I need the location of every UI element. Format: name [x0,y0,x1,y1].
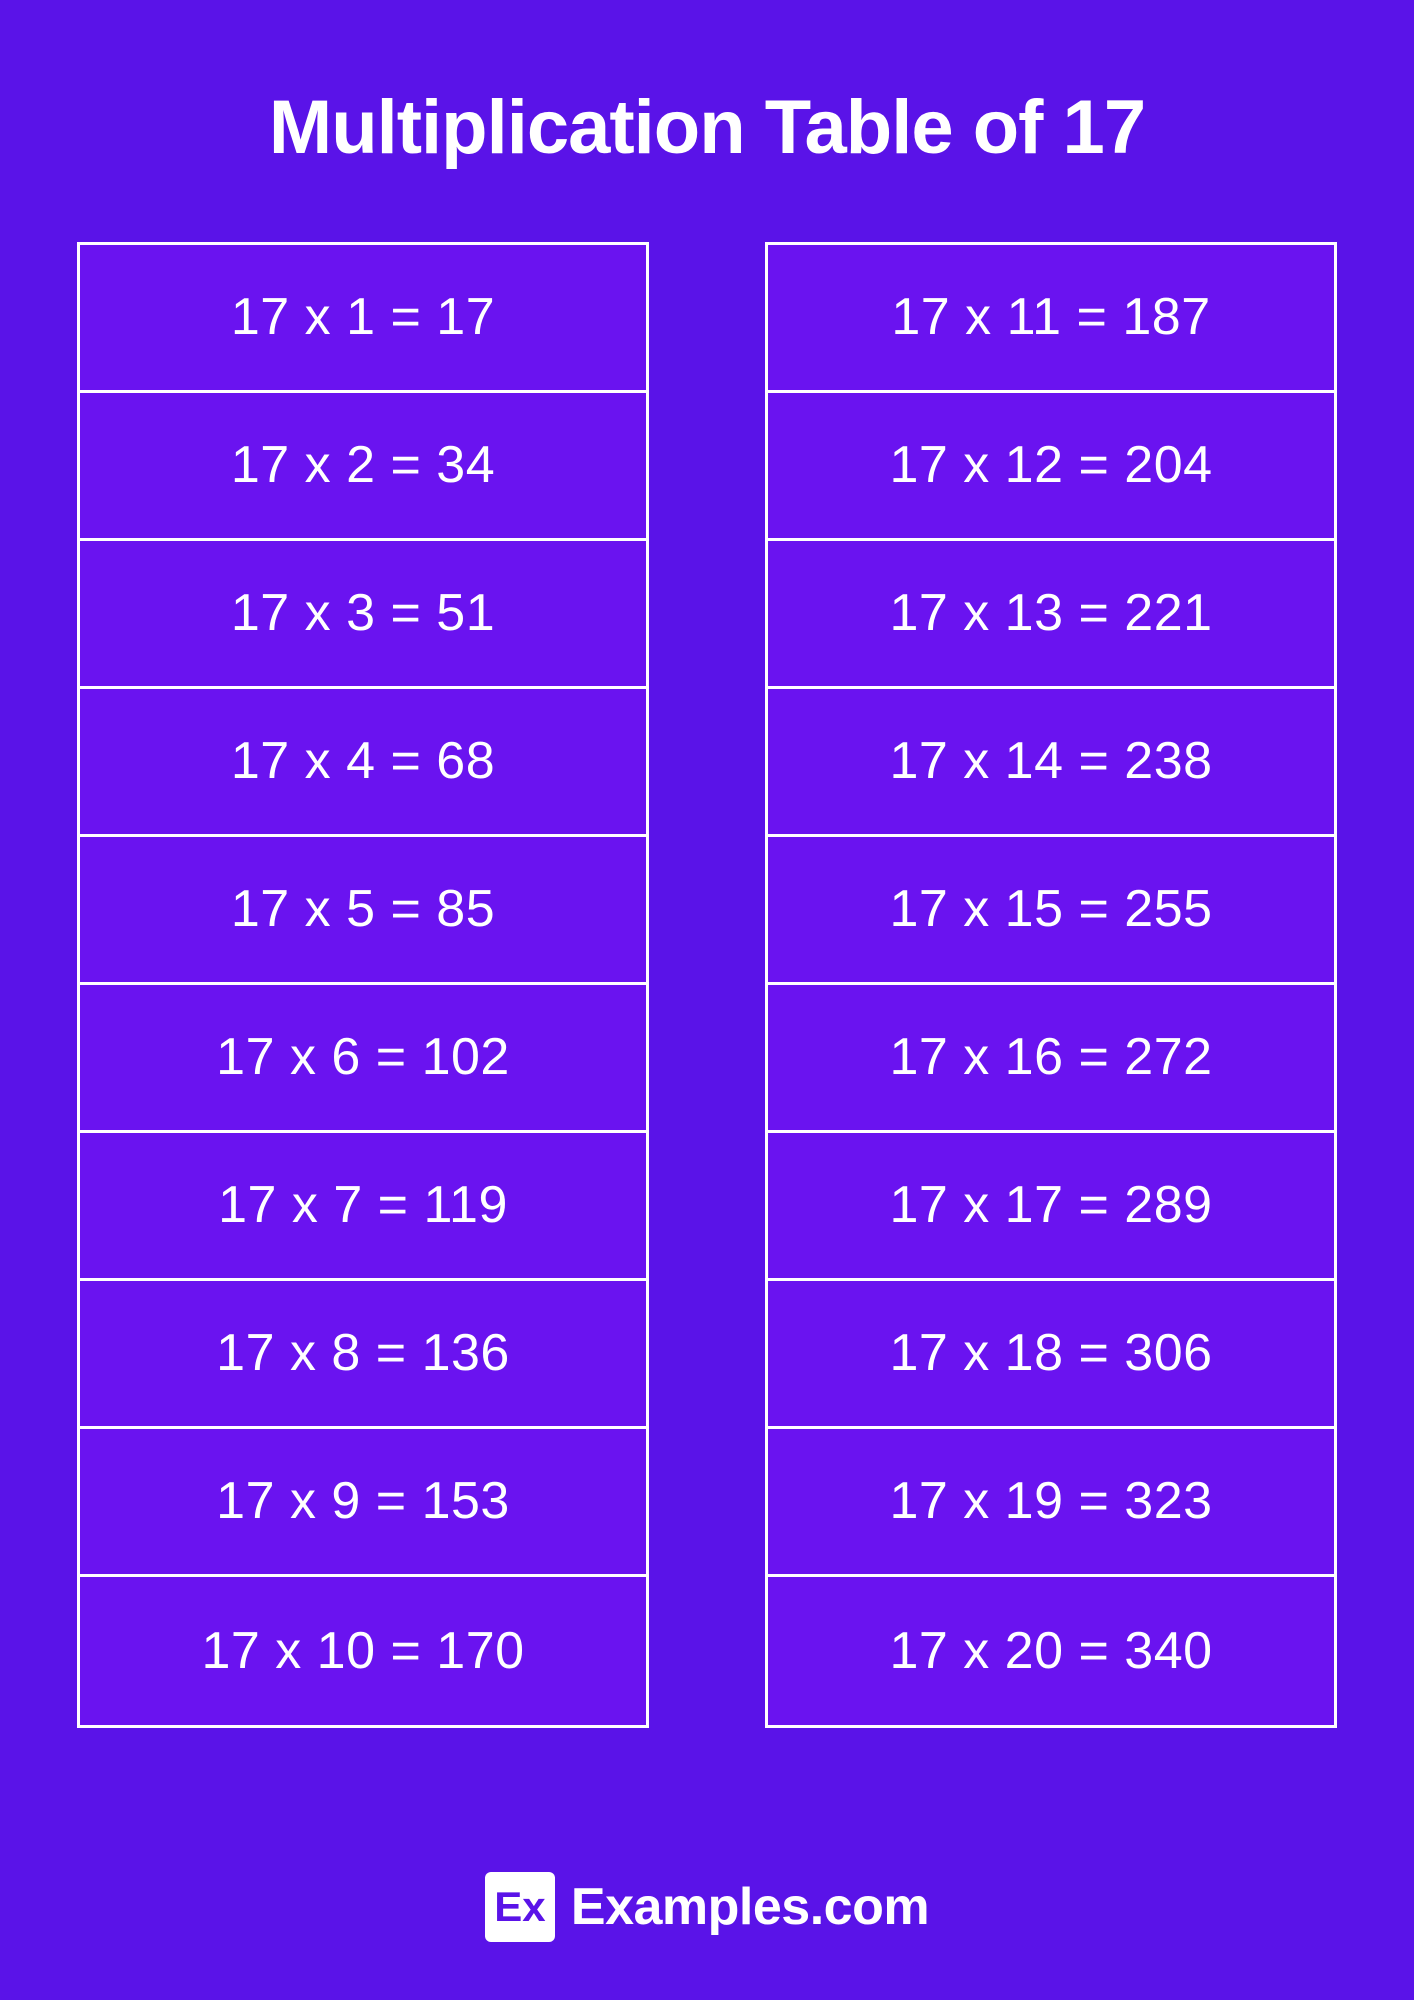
table-row [768,1429,1334,1577]
table-row [80,245,646,393]
table-cell-text: 17 x 7 = 119 [218,1176,508,1235]
table-cell-text: 17 x 15 = 255 [889,880,1213,939]
table-row [80,1429,646,1577]
table-cell-text: 17 x 16 = 272 [889,1028,1213,1087]
table-cell-text: 17 x 10 = 170 [201,1621,525,1680]
table-cell-text: 17 x 19 = 323 [889,1472,1213,1531]
table-column-right [765,242,1337,1728]
table-column-left [77,242,649,1728]
table-cell-text: 17 x 12 = 204 [889,436,1213,495]
page-title: Multiplication Table of 17 [268,85,1146,170]
table-row [80,689,646,837]
table-cell-text: 17 x 3 = 51 [230,584,496,643]
table-row [80,1281,646,1429]
table-row [80,1577,646,1725]
table-cell-text: 17 x 14 = 238 [889,732,1213,791]
table-row [80,837,646,985]
site-name: Examples.com [570,1878,930,1936]
table-cell-text: 17 x 4 = 68 [230,732,496,791]
table-cell-text: 17 x 6 = 102 [216,1028,510,1087]
table-cell-text: 17 x 8 = 136 [216,1324,510,1383]
table-cell-text: 17 x 1 = 17 [230,288,496,347]
table-cell-text: 17 x 11 = 187 [891,288,1211,347]
table-cell-text: 17 x 20 = 340 [889,1621,1213,1680]
table-row [768,837,1334,985]
site-branding [0,1872,1414,1942]
table-row [768,1281,1334,1429]
table-cell-text: 17 x 18 = 306 [889,1324,1213,1383]
table-row [768,1577,1334,1725]
table-row [768,245,1334,393]
table-cell-text: 17 x 13 = 221 [889,584,1213,643]
table-row [768,1133,1334,1281]
table-row [80,1133,646,1281]
table-row [80,393,646,541]
table-row [768,985,1334,1133]
table-cell-text: 17 x 9 = 153 [216,1472,510,1531]
table-cell-text: 17 x 2 = 34 [230,436,496,495]
table-row [768,393,1334,541]
table-row [768,541,1334,689]
table-cell-text: 17 x 17 = 289 [889,1176,1213,1235]
multiplication-table [0,242,1414,1728]
table-row [80,541,646,689]
logo-mark-text: Ex [494,1883,546,1930]
table-cell-text: 17 x 5 = 85 [230,880,496,939]
table-row [80,985,646,1133]
table-row [768,689,1334,837]
examples-logo-icon [485,1872,555,1942]
